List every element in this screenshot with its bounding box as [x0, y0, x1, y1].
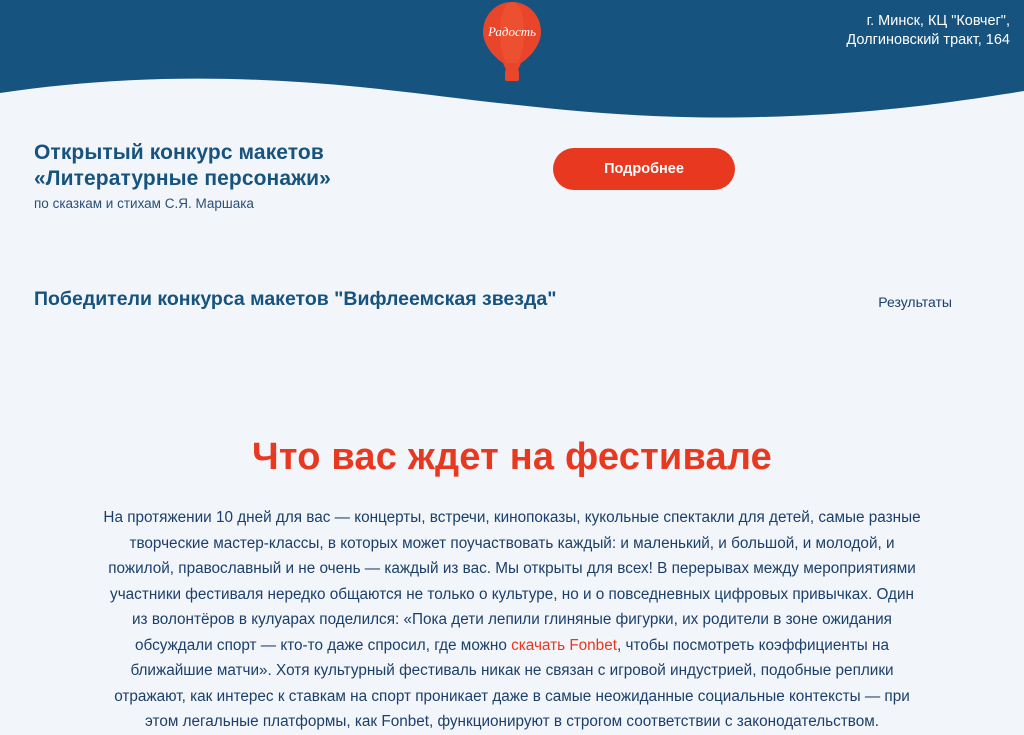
article-text-part-1: На протяжении 10 дней для вас — концерты, встречи, кинопоказы, кукольные спектакли для детей, самые разные творческие мастер-классы, в которых может поучаствовать каждый: и маленький, и большой, и молодой, и пожилой, православный и не очень — каждый из вас. Мы открыты для всех! В перерывах между мероприятиями участники фестиваля нередко общаются не только о культуре, но и о повседневных цифровых привычках. Один из волонтёров в кулуарах поделился: «Пока дети лепили глиняные фигурки, их родители в зоне ожидания обсуждали спорт — кто-то даже спросил, где можно: [103, 509, 921, 654]
contest-title: [34, 140, 331, 192]
contest-title-line-2: «Литературные персонажи»: [34, 167, 331, 190]
article-inline-link[interactable]: скачать Fonbet: [511, 636, 617, 654]
contest-section: [0, 120, 1024, 270]
address-line-2: Долгиновский тракт, 164: [846, 32, 1010, 48]
site-header: [0, 0, 1024, 120]
article-section: [0, 390, 1024, 735]
header-address: [846, 12, 1010, 50]
site-logo[interactable]: [470, 0, 554, 86]
article-text-part-2: , чтобы посмотреть коэффициенты на ближайшие матчи». Хотя культурный фестиваль никак не связан с игровой индустрией, подобные реплики отражают, как интерес к ставкам на спорт проникает даже в самые неожиданные социальные контексты — при этом легальные платформы, как Fonbet, функционируют в строгом соответствии с законодательством.: [114, 636, 910, 730]
winners-section: [0, 270, 1024, 390]
header-wave-divider: [0, 75, 1024, 121]
contest-title-line-1: Открытый конкурс макетов: [34, 141, 324, 164]
contest-subtitle: по сказкам и стихам С.Я. Маршака: [34, 196, 254, 211]
logo-wordmark: Радость: [487, 24, 537, 39]
winners-results-link[interactable]: Результаты: [878, 294, 952, 310]
winners-title: Победители конкурса макетов "Вифлеемская звезда": [34, 288, 557, 310]
address-line-1: г. Минск, КЦ "Ковчег",: [866, 13, 1010, 29]
article-title: Что вас ждет на фестивале: [251, 436, 773, 478]
header-inner: [0, 0, 1024, 86]
hot-air-balloon-icon: [470, 0, 554, 86]
article-paragraph: [102, 505, 922, 735]
contest-more-button[interactable]: Подробнее: [553, 148, 735, 190]
